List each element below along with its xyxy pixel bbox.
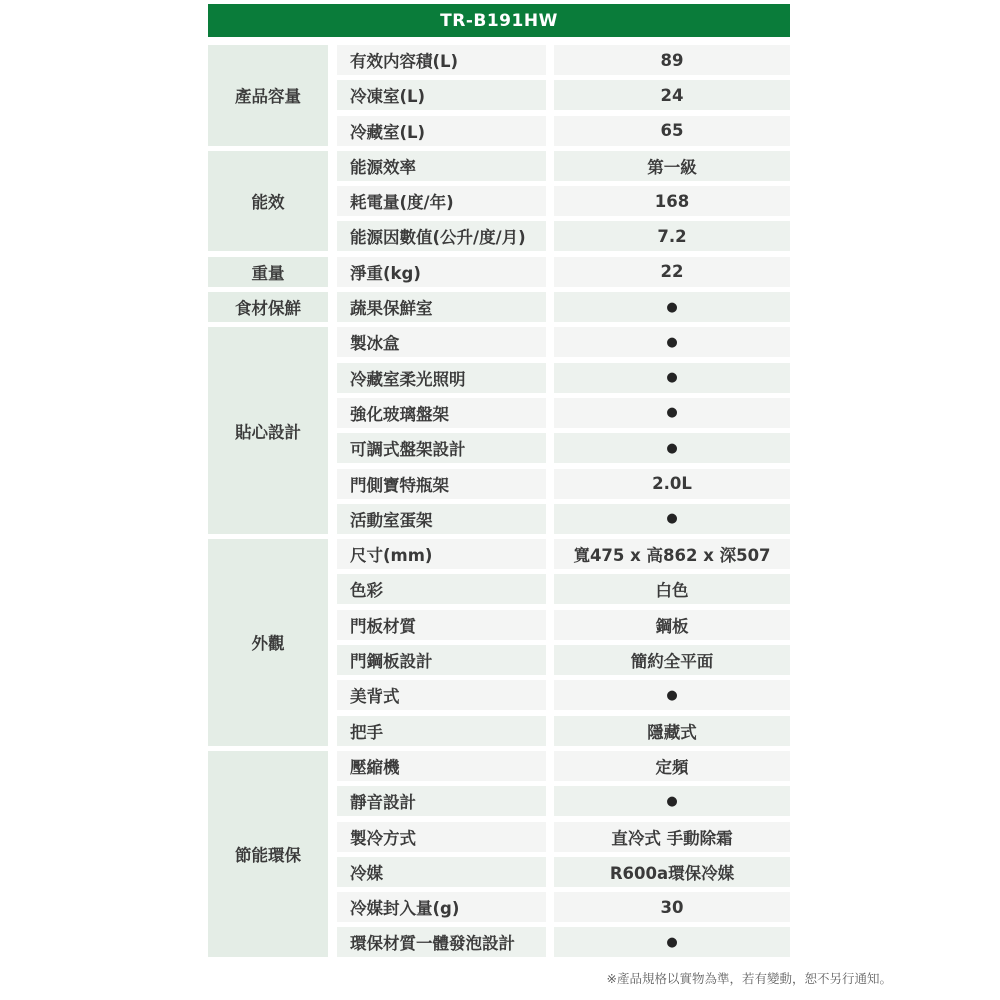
spec-label: 強化玻璃盤架: [337, 398, 546, 428]
table-row: [337, 822, 790, 852]
spec-value: 隱藏式: [554, 716, 790, 746]
spec-value: 168: [554, 186, 790, 216]
category-cell: 外觀: [208, 539, 328, 745]
table-row: [337, 257, 790, 287]
feature-dot: ●: [554, 504, 790, 534]
spec-value: 65: [554, 116, 790, 146]
spec-value: 7.2: [554, 221, 790, 251]
table-row: [337, 645, 790, 675]
table-row: [337, 398, 790, 428]
spec-section: [208, 539, 790, 745]
spec-label: 冷媒封入量(g): [337, 892, 546, 922]
spec-table: [208, 4, 790, 957]
spec-label: 門鋼板設計: [337, 645, 546, 675]
spec-value: 直冷式 手動除霜: [554, 822, 790, 852]
table-row: [337, 857, 790, 887]
table-row: [337, 221, 790, 251]
table-row: [337, 892, 790, 922]
table-row: [337, 574, 790, 604]
spec-label: 壓縮機: [337, 751, 546, 781]
section-rows: [337, 45, 790, 146]
feature-dot: ●: [554, 292, 790, 322]
spec-label: 靜音設計: [337, 786, 546, 816]
spec-label: 尺寸(mm): [337, 539, 546, 569]
category-cell: 節能環保: [208, 751, 328, 957]
table-row: [337, 610, 790, 640]
category-cell: 能效: [208, 151, 328, 252]
spec-label: 色彩: [337, 574, 546, 604]
feature-dot: ●: [554, 433, 790, 463]
feature-dot: ●: [554, 927, 790, 957]
table-row: [337, 680, 790, 710]
table-row: [337, 539, 790, 569]
feature-dot: ●: [554, 680, 790, 710]
table-row: [337, 433, 790, 463]
model-header-bar: [208, 4, 790, 37]
spec-label: 把手: [337, 716, 546, 746]
section-rows: [337, 751, 790, 957]
table-row: [337, 116, 790, 146]
table-row: [337, 186, 790, 216]
spec-value: 定頻: [554, 751, 790, 781]
spec-value: 2.0L: [554, 469, 790, 499]
spec-label: 製冷方式: [337, 822, 546, 852]
disclaimer-note: ※產品規格以實物為準，若有變動，恕不另行通知。: [606, 971, 892, 986]
table-row: [337, 363, 790, 393]
table-row: [337, 80, 790, 110]
spec-label: 冷凍室(L): [337, 80, 546, 110]
spec-value: 第一級: [554, 151, 790, 181]
spec-label: 活動室蛋架: [337, 504, 546, 534]
spec-sections: [208, 45, 790, 957]
category-cell: 貼心設計: [208, 327, 328, 533]
table-row: [337, 45, 790, 75]
spec-label: 能源因數值(公升/度/月): [337, 221, 546, 251]
feature-dot: ●: [554, 363, 790, 393]
table-row: [337, 927, 790, 957]
table-row: [337, 469, 790, 499]
spec-value: 30: [554, 892, 790, 922]
spec-label: 有效内容積(L): [337, 45, 546, 75]
section-rows: [337, 539, 790, 745]
table-row: [337, 751, 790, 781]
feature-dot: ●: [554, 398, 790, 428]
spec-label: 淨重(kg): [337, 257, 546, 287]
spec-section: [208, 327, 790, 533]
spec-label: 冷媒: [337, 857, 546, 887]
spec-value: R600a環保冷媒: [554, 857, 790, 887]
spec-section: [208, 151, 790, 252]
spec-label: 蔬果保鮮室: [337, 292, 546, 322]
spec-value: 89: [554, 45, 790, 75]
section-rows: [337, 257, 790, 287]
spec-value: 簡約全平面: [554, 645, 790, 675]
table-row: [337, 327, 790, 357]
table-row: [337, 716, 790, 746]
spec-label: 可調式盤架設計: [337, 433, 546, 463]
spec-label: 冷藏室柔光照明: [337, 363, 546, 393]
category-cell: 重量: [208, 257, 328, 287]
spec-section: [208, 45, 790, 146]
table-row: [337, 504, 790, 534]
section-rows: [337, 151, 790, 252]
category-cell: 食材保鮮: [208, 292, 328, 322]
feature-dot: ●: [554, 327, 790, 357]
spec-label: 能源效率: [337, 151, 546, 181]
table-row: [337, 292, 790, 322]
table-row: [337, 786, 790, 816]
feature-dot: ●: [554, 786, 790, 816]
spec-section: [208, 257, 790, 287]
spec-label: 製冰盒: [337, 327, 546, 357]
section-rows: [337, 327, 790, 533]
spec-label: 耗電量(度/年): [337, 186, 546, 216]
category-cell: 產品容量: [208, 45, 328, 146]
spec-section: [208, 292, 790, 322]
spec-value: 24: [554, 80, 790, 110]
spec-label: 環保材質一體發泡設計: [337, 927, 546, 957]
spec-section: [208, 751, 790, 957]
spec-label: 冷藏室(L): [337, 116, 546, 146]
spec-label: 門板材質: [337, 610, 546, 640]
table-row: [337, 151, 790, 181]
spec-value: 白色: [554, 574, 790, 604]
spec-value: 寬475 x 高862 x 深507: [554, 539, 790, 569]
model-title: TR-B191HW: [440, 10, 558, 31]
spec-value: 22: [554, 257, 790, 287]
spec-label: 美背式: [337, 680, 546, 710]
spec-value: 鋼板: [554, 610, 790, 640]
section-rows: [337, 292, 790, 322]
spec-label: 門側寶特瓶架: [337, 469, 546, 499]
